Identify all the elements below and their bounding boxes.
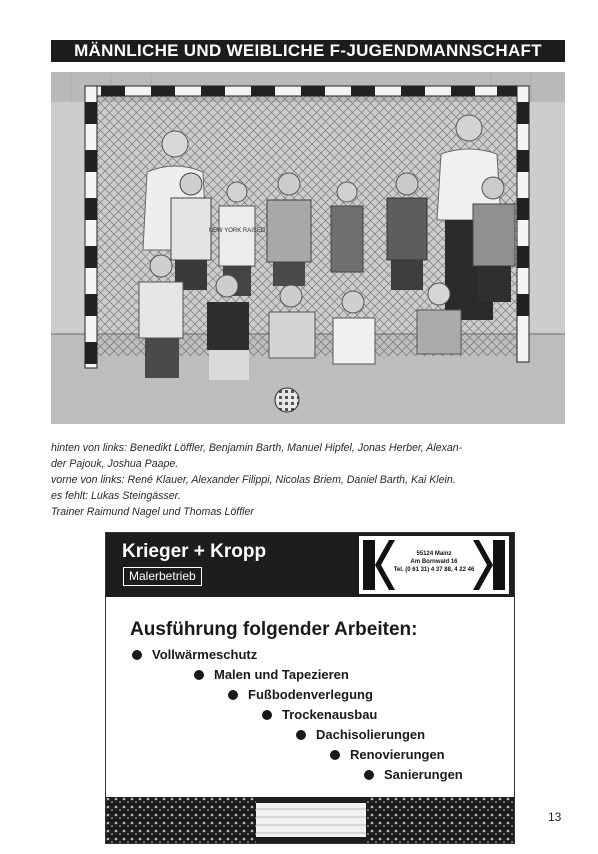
decorative-footer bbox=[106, 797, 514, 843]
shirt-print: NEW YORK RAISED bbox=[208, 228, 266, 234]
bullet-icon bbox=[262, 710, 272, 720]
ad-header bbox=[106, 533, 514, 597]
service-label: Sanierungen bbox=[384, 767, 463, 782]
caption-line: es fehlt: Lukas Steingässer. bbox=[51, 490, 181, 502]
ad-heading: Ausführung folgender Arbeiten: bbox=[130, 619, 418, 640]
bullet-icon bbox=[194, 670, 204, 680]
logo-address bbox=[387, 550, 481, 574]
logo-address-line: Am Bornwald 16 bbox=[410, 559, 458, 565]
bullet-icon bbox=[132, 650, 142, 660]
service-label: Vollwärmeschutz bbox=[152, 647, 258, 662]
bullet-icon bbox=[364, 770, 374, 780]
page-number: 13 bbox=[548, 810, 562, 824]
company-subtitle: Malerbetrieb bbox=[123, 567, 202, 586]
bullet-icon bbox=[228, 690, 238, 700]
caption-line: hinten von links: Benedikt Löffler, Benjamin Barth, Manuel Hipfel, Jonas Herber, Alexan- bbox=[51, 442, 463, 454]
caption-line: vorne von links: René Klauer, Alexander Filippi, Nicolas Briem, Daniel Barth, Kai Klein. bbox=[51, 474, 456, 486]
service-item bbox=[330, 747, 445, 762]
service-item bbox=[262, 707, 377, 722]
service-label: Renovierungen bbox=[350, 747, 445, 762]
service-label: Dachisolierungen bbox=[316, 727, 426, 742]
service-item bbox=[364, 767, 463, 782]
logo-address-line: 55124 Mainz bbox=[416, 551, 452, 557]
photo-caption bbox=[51, 440, 563, 520]
service-label: Fußbodenverlegung bbox=[248, 687, 373, 702]
service-item bbox=[228, 687, 373, 702]
bullet-icon bbox=[296, 730, 306, 740]
bullet-icon bbox=[330, 750, 340, 760]
service-item bbox=[296, 727, 425, 742]
service-label: Malen und Tapezieren bbox=[214, 667, 349, 682]
caption-line: Trainer Raimund Nagel und Thomas Löffler bbox=[51, 506, 254, 518]
service-item bbox=[194, 667, 349, 682]
caption-line: der Pajouk, Joshua Paape. bbox=[51, 458, 179, 470]
logo-phone: Tel. (0 61 31) 4 37 88, 4 22 46 bbox=[393, 567, 475, 573]
service-label: Trockenausbau bbox=[282, 707, 378, 722]
company-name: Krieger + Kropp bbox=[122, 541, 267, 562]
advertisement bbox=[105, 532, 515, 844]
kk-logo-icon bbox=[359, 536, 509, 594]
page-heading: MÄNNLICHE UND WEIBLICHE F-JUGENDMANNSCHAFT bbox=[51, 40, 565, 62]
team-photo bbox=[51, 72, 565, 424]
service-item bbox=[132, 647, 257, 662]
